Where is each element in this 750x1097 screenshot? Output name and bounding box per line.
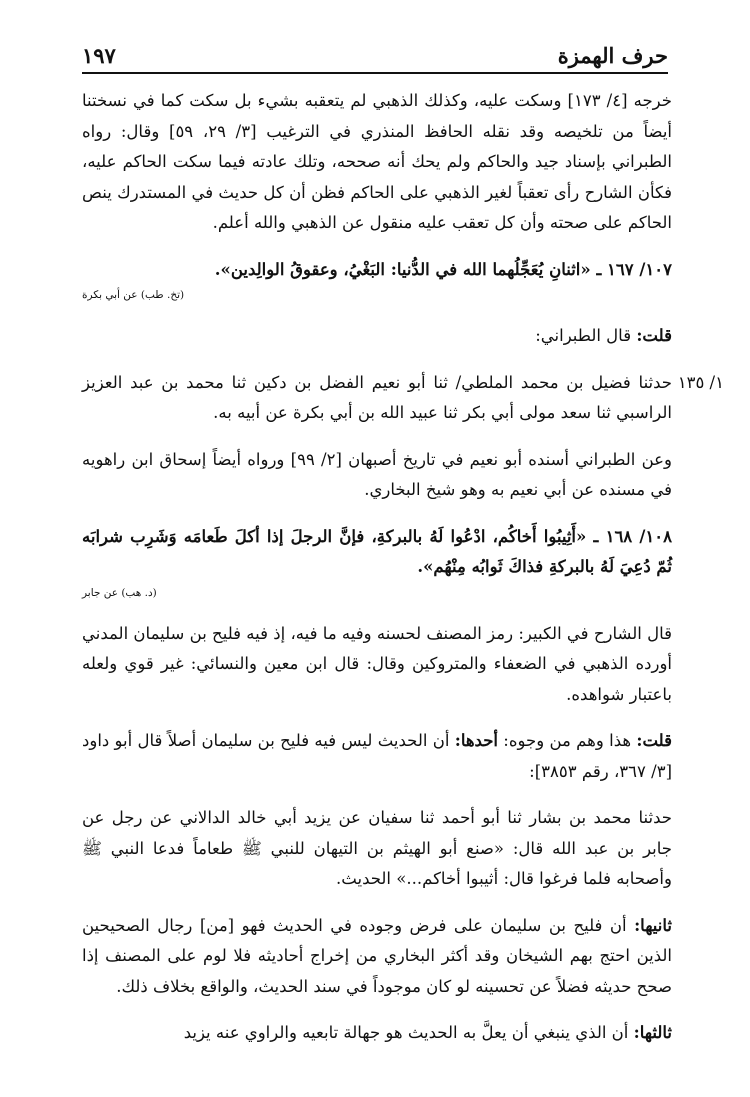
hadith-108: ١٠٨/ ١٦٨ ـ «أَثِيبُوا أَخاكُم، ادْعُوا لَهُ بالبركةِ، فإنَّ الرجلَ إذا أكلَ طَعامَه وَشَرِب شرابَه ثُمّ دُعِيَ لَهُ بالبركةِ فذاكَ ثَوابُه مِنْهُم». — [82, 526, 672, 576]
hadith-108-source: (د. هب) عن جابر — [82, 586, 157, 599]
second-point-text: أن فليح بن سليمان على فرض وجوده في الحديث فهو [من] رجال الصحيحين الذين احتج بهم الشيخان وقد أكثر البخاري من إخراج أحاديثه فلا لوم على المصنف إذا صحح حديثه فضلاً عن تحسينه لو كان موجوداً في سند الحديث، والواقع بخلاف ذلك. — [82, 915, 672, 996]
second-point-label: ثانيها: — [634, 915, 672, 935]
paragraph-2-text: حدثنا فضيل بن محمد الملطي/ ثنا أبو نعيم الفضل بن دكين ثنا محمد بن عبد العزيز الراسبي ثنا سعد مولى أبي بكر ثنا عبيد الله بن أبي بكرة عن أبيه به. — [82, 372, 672, 422]
page-body — [82, 86, 724, 1049]
qult-2 — [82, 726, 672, 787]
third-point — [82, 1018, 672, 1049]
paragraph-4: قال الشارح في الكبير: رمز المصنف لحسنه وفيه ما فيه، إذ فيه فليح بن سليمان المدني أورده الذهبي في الضعفاء والمتروكين وقال: قال ابن معين والنسائي: غير قوي ولعله باعتبار شواهده. — [82, 623, 672, 704]
paragraph-3: وعن الطبراني أسنده أبو نعيم في تاريخ أصبهان [٢/ ٩٩] ورواه أيضاً إسحاق ابن راهويه في مسنده عن أبي نعيم به وهو شيخ البخاري. — [82, 449, 672, 499]
page-number: ١٩٧ — [82, 43, 116, 68]
paragraph-2 — [82, 368, 724, 429]
second-point — [82, 911, 672, 1003]
page-header — [82, 38, 668, 74]
hadith-107-source: (تخ. طب) عن أبي بكرة — [82, 289, 185, 301]
third-point-text: أن الذي ينبغي أن يعلَّ به الحديث هو جهالة تابعيه والراوي عنه يزيد — [183, 1023, 629, 1042]
chapter-title: حرف الهمزة — [557, 43, 668, 68]
third-point-label: ثالثها: — [633, 1023, 672, 1042]
hadith-107: ١٠٧/ ١٦٧ ـ «اثنانِ يُعَجِّلُهما الله في الدُّنيا: البَغْيُ، وعقوقُ الوالِدين». — [214, 259, 672, 279]
qult-label: قلت: — [636, 326, 672, 345]
qult-label: قلت: — [636, 731, 673, 750]
qult-1 — [82, 321, 672, 352]
qult-2-intro: هذا وهم من وجوه: — [503, 731, 632, 750]
paragraph-5: حدثنا محمد بن بشار ثنا أبو أحمد ثنا سفيان عن يزيد أبي خالد الدالاني عن رجل عن جابر بن عبد الله قال: «صنع أبو الهيثم بن التيهان للنبي ﷺ طعاماً فدعا النبي ﷺ وأصحابه فلما فرغوا قال: أثيبوا أخاكم...» الحديث. — [82, 808, 672, 888]
first-point-label: أحدها: — [454, 731, 498, 750]
qult-1-text: قال الطبراني: — [535, 326, 632, 345]
paragraph-1: خرجه [٤/ ١٧٣] وسكت عليه، وكذلك الذهبي لم يتعقبه بشيء بل سكت كما في نسختنا أيضاً من تلخيصه وقد نقله الحافظ المنذري في الترغيب [٣/ ٢٩، ٥٩] وقال: رواه الطبراني بإسناد جيد والحاكم ولم يحك أنه صححه، وتلك عادته فيما سكت الحاكم عليه، فكأن الشارح رأى تعقباً لغير الذهبي على الحاكم فظن أن كل حديث في المستدرك ينص الحاكم على صحته وأن كل تعقب عليه منقول عن الذهبي والله أعلم. — [82, 91, 672, 232]
margin-reference: ١/ ١٣٥ — [677, 372, 724, 392]
qult-2-text: أن الحديث ليس فيه فليح بن سليمان أصلاً قال أبو داود [٣/ ٣٦٧، رقم ٣٨٥٣]: — [82, 731, 672, 781]
